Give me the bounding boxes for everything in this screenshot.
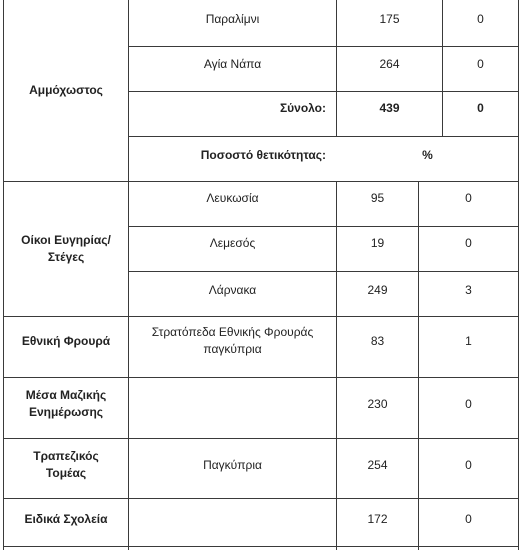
positive-cell: 1 <box>465 333 472 348</box>
group-label-special-schools: Ειδικά Σχολεία <box>24 512 108 526</box>
place-cell: Παγκύπρια <box>203 457 262 472</box>
positive-cell: 0 <box>465 396 472 411</box>
place-cell <box>129 378 336 430</box>
place-cell: Παραλίμνι <box>205 11 260 26</box>
group-label-national-guard: Εθνική Φρουρά <box>21 333 111 348</box>
total-count: 439 <box>379 101 400 115</box>
place-cell: Στρατόπεδα Εθνικής Φρουράς παγκύπρια <box>151 325 314 356</box>
count-cell: 83 <box>370 333 385 348</box>
group-label-homes: Οίκοι Ευγηρίας/ Στέγες <box>21 233 111 264</box>
positive-cell: 0 <box>465 236 472 250</box>
count-cell: 172 <box>367 512 388 526</box>
count-cell: 264 <box>379 57 400 71</box>
total-positive: 0 <box>477 101 484 115</box>
positive-cell: 0 <box>477 11 484 26</box>
group-label-ammochostos: Αμμόχωστος <box>29 83 103 97</box>
place-cell: Λάρνακα <box>208 282 257 297</box>
count-cell: 254 <box>367 457 388 472</box>
count-cell: 175 <box>379 11 400 26</box>
place-cell: Λευκωσία <box>206 191 259 205</box>
place-cell <box>129 499 336 540</box>
total-label: Σύνολο: <box>279 101 326 115</box>
table-border-right <box>518 0 519 550</box>
count-cell: 19 <box>370 236 385 250</box>
positive-cell: 0 <box>465 191 472 205</box>
positivity-rate-label: Ποσοστό θετικότητας: <box>200 147 326 162</box>
group-label-media: Μέσα Μαζικής Ενημέρωσης <box>25 388 107 419</box>
group-label-banking: Τραπεζικός Τομέας <box>33 449 99 480</box>
positive-cell: 3 <box>465 282 472 297</box>
place-cell: Λεμεσός <box>209 236 256 250</box>
table-border-bottom <box>3 546 519 547</box>
positive-cell: 0 <box>465 512 472 526</box>
place-cell: Αγία Νάπα <box>203 57 262 71</box>
positive-cell: 0 <box>465 457 472 472</box>
count-cell: 249 <box>367 282 388 297</box>
count-cell: 230 <box>367 396 388 411</box>
count-cell: 95 <box>370 191 385 205</box>
positive-cell: 0 <box>477 57 484 71</box>
positivity-rate-value: % <box>422 147 433 162</box>
